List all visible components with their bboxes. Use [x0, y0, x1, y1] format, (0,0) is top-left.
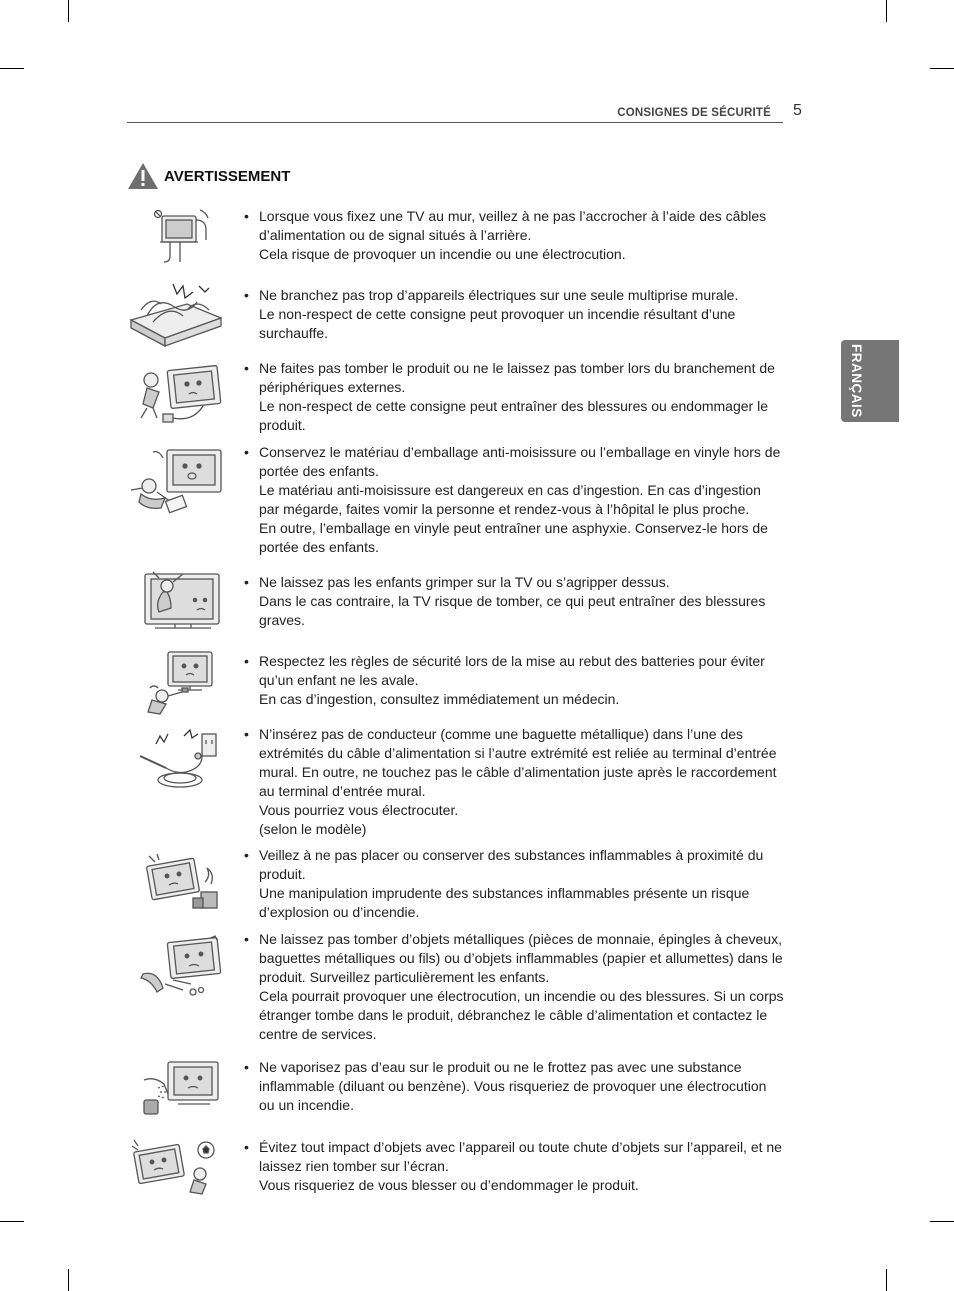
crop-mark — [886, 1269, 887, 1291]
item-line: Respectez les règles de sécurité lors de la mise au rebut des batteries pour éviter — [259, 653, 765, 669]
falling-tv-child-illustration — [137, 362, 225, 430]
safety-item — [244, 1058, 796, 1115]
item-line: Vous pourriez vous électrocuter. — [259, 802, 459, 818]
warning-title: AVERTISSEMENT — [164, 168, 291, 185]
language-tab — [841, 340, 899, 422]
item-line: Conservez le matériau d’emballage anti-moisissure ou l’emballage en vinyle hors de — [259, 444, 781, 460]
item-line: Vous risqueriez de vous blesser ou d’endommager le produit. — [259, 1177, 639, 1193]
bullet: • — [244, 574, 249, 590]
item-line: extrémités du câble d’alimentation si l’autre extrémité est reliée au terminal d’entrée — [259, 745, 777, 761]
item-line: surchauffe. — [259, 325, 329, 341]
bullet: • — [244, 931, 249, 947]
item-line: Cela risque de provoquer un incendie ou une électrocution. — [259, 246, 626, 262]
safety-item — [244, 725, 796, 839]
item-line: Ne vaporisez pas d’eau sur le produit ou ne le frottez pas avec une substance — [259, 1059, 742, 1075]
bullet: • — [244, 208, 249, 224]
packaging-child-illustration — [127, 446, 225, 516]
safety-item — [244, 1138, 796, 1195]
crop-mark — [0, 68, 24, 69]
item-line: Cela pourrait provoquer une électrocution, un incendie ou des blessures. Si un corps — [259, 988, 784, 1004]
item-line: Lorsque vous fixez une TV au mur, veillez à ne pas l’accrocher à l’aide des câbles — [259, 208, 767, 224]
ball-impact-illustration — [128, 1138, 218, 1198]
item-line: Le non-respect de cette consigne peut entraîner des blessures ou endommager le — [259, 398, 768, 414]
item-line: baguettes métalliques ou fils) ou d’objets inflammables (papier et allumettes) dans le — [259, 950, 783, 966]
item-line: mural. En outre, ne touchez pas le câble d’alimentation juste après le raccordement — [259, 764, 777, 780]
item-line: En cas d’ingestion, consultez immédiatement un médecin. — [259, 691, 620, 707]
item-line: (selon le modèle) — [259, 821, 367, 837]
bullet: • — [244, 1059, 249, 1075]
tv-wall-cable-illustration — [150, 206, 214, 266]
item-line: qu’un enfant ne les avale. — [259, 672, 419, 688]
item-line: portée des enfants. — [259, 539, 379, 555]
item-line: Une manipulation imprudente des substances inflammables présente un risque — [259, 885, 750, 901]
crop-mark — [68, 0, 69, 22]
item-line: produit. — [259, 866, 306, 882]
item-line: produit. — [259, 417, 306, 433]
safety-item — [244, 359, 796, 435]
overloaded-power-strip-illustration — [127, 280, 225, 352]
item-line: Ne laissez pas les enfants grimper sur la TV ou s’agripper dessus. — [259, 574, 670, 590]
item-line: N’insérez pas de conducteur (comme une baguette métallique) dans l’une des — [259, 726, 744, 742]
item-line: Dans le cas contraire, la TV risque de tomber, ce qui peut entraîner des blessures — [259, 593, 766, 609]
item-line: graves. — [259, 612, 305, 628]
header-rule — [127, 122, 783, 123]
item-line: Ne branchez pas trop d’appareils électriques sur une seule multiprise murale. — [259, 287, 739, 303]
item-line: Évitez tout impact d’objets avec l’appareil ou toute chute d’objets sur l’appareil, et ne — [259, 1139, 782, 1155]
metal-objects-illustration — [139, 934, 227, 998]
section-title: CONSIGNES DE SÉCURITÉ — [617, 107, 771, 119]
child-climbing-tv-illustration — [135, 568, 227, 636]
crop-mark — [930, 68, 954, 69]
bullet: • — [244, 444, 249, 460]
safety-item — [244, 207, 796, 264]
language-tab-label: FRANÇAIS — [849, 344, 864, 418]
item-line: produit. Surveillez particulièrement les enfants. — [259, 969, 550, 985]
item-line: d’explosion ou d’incendie. — [259, 904, 420, 920]
item-line: d’alimentation ou de signal situés à l’arrière. — [259, 227, 532, 243]
item-line: En outre, l’emballage en vinyle peut entraîner une asphyxie. Conservez-le hors de — [259, 520, 768, 536]
warning-triangle-icon — [127, 162, 159, 190]
child-battery-illustration — [144, 648, 216, 716]
bullet: • — [244, 847, 249, 863]
crop-mark — [930, 1221, 954, 1222]
safety-item — [244, 286, 796, 343]
spray-water-illustration — [138, 1058, 224, 1120]
bullet: • — [244, 287, 249, 303]
item-line: Veillez à ne pas placer ou conserver des substances inflammables à proximité du — [259, 847, 764, 863]
item-line: Le matériau anti-moisissure est dangereux en cas d’ingestion. En cas d’ingestion — [259, 482, 761, 498]
item-line: étranger tombe dans le produit, débranchez le câble d’alimentation et contactez le — [259, 1007, 768, 1023]
bullet: • — [244, 726, 249, 742]
flammable-substance-illustration — [145, 852, 221, 912]
item-line: inflammable (diluant ou benzène). Vous risqueriez de provoquer une électrocution — [259, 1078, 767, 1094]
bullet: • — [244, 1139, 249, 1155]
safety-item — [244, 573, 796, 630]
item-line: laissez rien tomber sur l’écran. — [259, 1158, 449, 1174]
crop-mark — [0, 1221, 24, 1222]
item-line: par mégarde, faites vomir la personne et rendez-vous à l’hôpital le plus proche. — [259, 501, 750, 517]
item-line: Ne laissez pas tomber d’objets métalliques (pièces de monnaie, épingles à cheveux, — [259, 931, 782, 947]
page-number: 5 — [793, 102, 802, 119]
item-line: au terminal d’entrée mural. — [259, 783, 426, 799]
safety-item — [244, 652, 796, 709]
item-line: centre de services. — [259, 1026, 377, 1042]
bullet: • — [244, 360, 249, 376]
item-line: Ne faites pas tomber le produit ou ne le laissez pas tomber lors du branchement de — [259, 360, 775, 376]
safety-item — [244, 443, 796, 557]
item-line: portée des enfants. — [259, 463, 379, 479]
crop-mark — [68, 1269, 69, 1291]
item-line: Le non-respect de cette consigne peut provoquer un incendie résultant d’une — [259, 306, 736, 322]
bullet: • — [244, 653, 249, 669]
safety-item — [244, 846, 796, 922]
safety-item — [244, 930, 796, 1044]
item-line: ou un incendie. — [259, 1097, 354, 1113]
item-line: périphériques externes. — [259, 379, 406, 395]
power-cable-conductor-illustration — [136, 726, 226, 794]
crop-mark — [886, 0, 887, 22]
